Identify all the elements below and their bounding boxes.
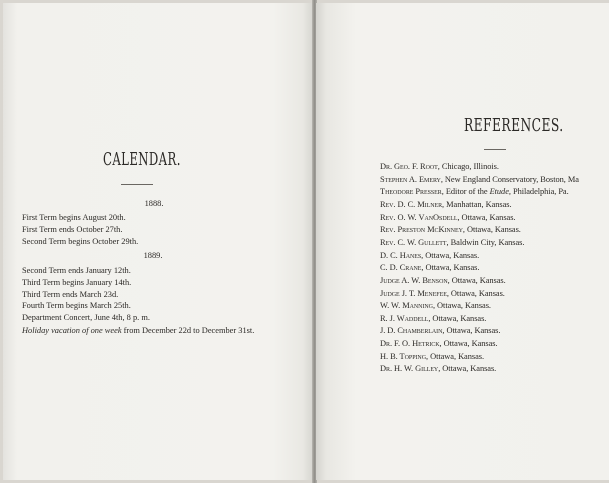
reference-location: Chicago, Illinois. (439, 162, 499, 171)
reference-location: Ottawa, Kansas. (464, 225, 521, 235)
holiday-italic: Holiday vacation of one week (22, 326, 122, 335)
reference-name: Rev. O. W. VanOsdell, (380, 212, 460, 222)
reference-location: Ottawa, Kansas. (423, 263, 480, 273)
calendar-entry: Second Term ends January 12th. (22, 266, 131, 275)
reference-entry (380, 301, 491, 311)
reference-location: Ottawa, Kansas. (449, 275, 506, 285)
reference-name: Theodore Presser, (380, 187, 444, 197)
calendar-entry: Department Concert, June 4th, 8 p. m. (22, 313, 150, 322)
reference-name: Rev. Preston McKinney, (380, 225, 465, 235)
calendar-holiday-note (22, 326, 254, 336)
reference-location: Ottawa, Kansas. (423, 250, 480, 260)
references-title-rule (484, 149, 506, 150)
reference-entry (380, 276, 506, 286)
calendar-year-1888: 1888. (144, 199, 164, 208)
reference-name: W. W. Manning, (380, 301, 435, 311)
reference-name: Judge J. T. Menefee, (380, 288, 449, 298)
reference-name: Dr. Geo. F. Root, (380, 162, 440, 171)
reference-location: Ottawa, Kansas. (441, 339, 498, 349)
reference-entry (380, 213, 515, 223)
reference-name: Stephen A. Emery, (380, 174, 443, 184)
calendar-year-1889: 1889. (143, 251, 163, 260)
calendar-entry: First Term begins August 20th. (22, 213, 126, 222)
reference-name: J. D. Chamberlain, (380, 326, 445, 336)
reference-location-tail: Philadelphia, Pa. (510, 187, 569, 197)
calendar-title-rule (121, 184, 153, 185)
calendar-entry: Third Term ends March 23d. (22, 290, 119, 299)
reference-name: Dr. H. W. Gilley, (380, 364, 441, 374)
reference-name: D. C. Hanes, (380, 250, 424, 260)
reference-location: Manhattan, Kansas. (444, 199, 512, 209)
reference-entry (380, 289, 505, 299)
reference-location: Ottawa, Kansas. (444, 326, 501, 336)
reference-entry (380, 251, 479, 261)
reference-name: H. B. Topping, (380, 351, 429, 361)
reference-entry (380, 187, 569, 197)
reference-location: Ottawa, Kansas. (430, 313, 487, 323)
reference-name: Rev. D. C. Milner, (380, 199, 445, 209)
reference-entry (380, 339, 498, 349)
reference-location: Ottawa, Kansas. (435, 301, 491, 311)
left-page (3, 3, 313, 480)
reference-entry (380, 364, 496, 374)
reference-entry (380, 175, 579, 185)
reference-entry (380, 326, 500, 336)
holiday-dates: from December 22d to December 31st. (121, 326, 255, 335)
reference-entry (380, 162, 499, 172)
calendar-entry: First Term ends October 27th. (22, 225, 123, 234)
reference-location: Editor of the (443, 187, 490, 197)
reference-location: New England Conservatory, Boston, Ma (442, 174, 579, 184)
reference-location: Ottawa, Kansas. (459, 212, 516, 222)
reference-entry (380, 263, 479, 273)
calendar-entry: Second Term begins October 29th. (22, 237, 139, 246)
reference-entry (380, 238, 524, 248)
reference-entry (380, 200, 512, 210)
reference-entry (380, 225, 521, 235)
reference-entry (380, 314, 486, 324)
references-title: REFERENCES. (464, 114, 564, 136)
calendar-title: CALENDAR. (103, 149, 181, 170)
reference-location: Baldwin City, Kansas. (448, 237, 525, 247)
reference-entry (380, 352, 484, 362)
calendar-entry: Third Term begins January 14th. (22, 278, 132, 287)
reference-name: Dr. F. O. Hetrick, (380, 339, 442, 349)
reference-name: R. J. Waddell, (380, 313, 431, 323)
calendar-entry: Fourth Term begins March 25th. (22, 301, 131, 310)
reference-location: Ottawa, Kansas. (440, 364, 497, 374)
reference-name: Rev. C. W. Gullett, (380, 237, 449, 247)
right-page (316, 3, 609, 480)
reference-location: Ottawa, Kansas. (428, 351, 484, 361)
reference-location: Ottawa, Kansas. (448, 288, 505, 298)
reference-name: C. D. Crane, (380, 263, 424, 273)
reference-name: Judge A. W. Benson, (380, 275, 450, 285)
reference-publication: Etude, (489, 187, 511, 197)
